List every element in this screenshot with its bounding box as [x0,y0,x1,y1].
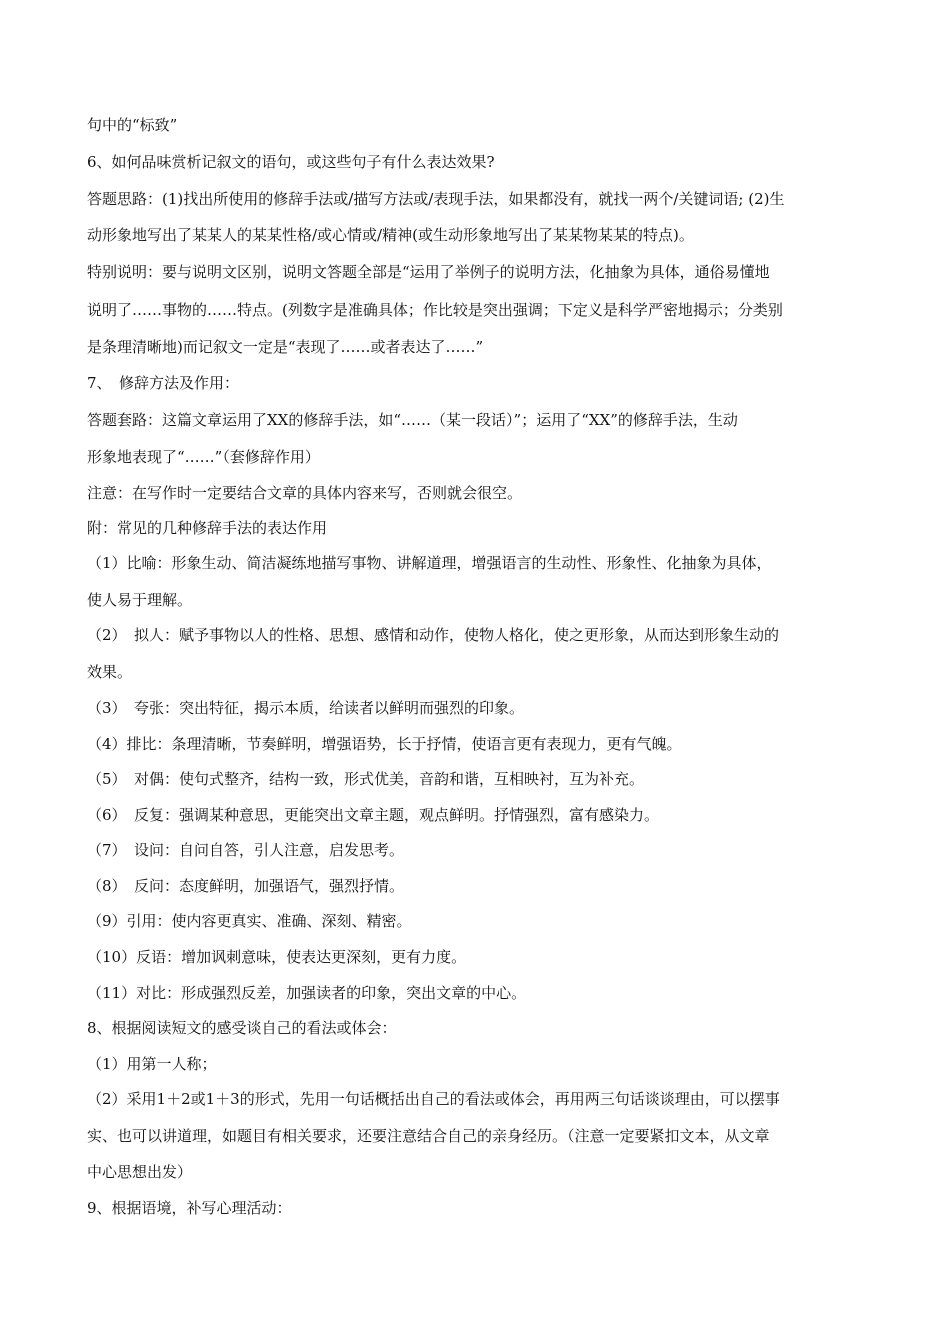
text-line: 附：常见的几种修辞手法的表达作用 [87,519,328,537]
section-heading-6: 6、如何品味赏析记叙文的语句，或这些句子有什么表达效果? [87,153,495,171]
section-heading-8: 8、根据阅读短文的感受谈自己的看法或体会： [87,1019,397,1037]
text-line: 使人易于理解。 [87,591,193,609]
text-line: 实、也可以讲道理，如题目有相关要求，还要注意结合自己的亲身经历。（注意一定要紧扣文本，从文章 [87,1127,770,1145]
list-item: （10）反语：增加讽刺意味，使表达更深刻，更有力度。 [87,948,467,966]
list-item: （4）排比：条理清晰，节奏鲜明，增强语势，长于抒情，使语言更有表现力，更有气魄。 [87,735,682,753]
list-item: （2）采用1＋2或1＋3的形式，先用一句话概括出自己的看法或体会，再用两三句话谈谈理由，可以摆事 [87,1090,780,1108]
list-item: （8） 反问：态度鲜明，加强语气，强烈抒情。 [87,877,405,895]
list-item: （9）引用：使内容更真实、准确、深刻、精密。 [87,912,412,930]
text-line: 特别说明：要与说明文区别，说明文答题全部是“运用了举例子的说明方法，化抽象为具体，通俗易懂地 [87,263,770,281]
section-heading-7: 7、 修辞方法及作用： [87,374,240,392]
text-line: 注意：在写作时一定要结合文章的具体内容来写，否则就会很空。 [87,484,523,502]
section-heading-9: 9、根据语境，补写心理活动： [87,1199,292,1217]
list-item: （1）比喻：形象生动、简洁凝练地描写事物、讲解道理，增强语言的生动性、形象性、化抽象为具体， [87,554,772,572]
list-item: （7） 设问：自问自答，引人注意，启发思考。 [87,841,405,859]
text-line: 效果。 [87,663,133,681]
list-item: （3） 夸张：突出特征，揭示本质，给读者以鲜明而强烈的印象。 [87,699,525,717]
text-line: 句中的“标致” [87,116,178,134]
list-item: （2） 拟人：赋予事物以人的性格、思想、感情和动作，使物人格化，使之更形象，从而达到形象生动的 [87,626,780,644]
text-line: 说明了……事物的……特点。(列数字是准确具体；作比较是突出强调；下定义是科学严密地揭示；分类别 [87,301,783,319]
text-line: 形象地表现了“……”（套修辞作用） [87,448,320,466]
text-line: 答题套路：这篇文章运用了XX的修辞手法，如“……（某一段话）”；运用了“XX”的修辞手法，生动 [87,411,738,429]
text-line: 是条理清晰地)而记叙文一定是“表现了……或者表达了……” [87,338,484,356]
list-item: （5） 对偶：使句式整齐，结构一致，形式优美，音韵和谐，互相映衬，互为补充。 [87,770,645,788]
text-line: 动形象地写出了某某人的某某性格/或心情或/精神(或生动形象地写出了某某物某某的特点)。 [87,226,694,244]
text-line: 答题思路：(1)找出所使用的修辞手法或/描写方法或/表现手法，如果都没有，就找一两个/关键词语; (2)生 [87,190,785,208]
list-item: （11）对比：形成强烈反差，加强读者的印象，突出文章的中心。 [87,984,527,1002]
list-item: （1）用第一人称； [87,1055,217,1073]
list-item: （6） 反复：强调某种意思，更能突出文章主题，观点鲜明。抒情强烈，富有感染力。 [87,806,660,824]
text-line: 中心思想出发） [87,1163,193,1181]
